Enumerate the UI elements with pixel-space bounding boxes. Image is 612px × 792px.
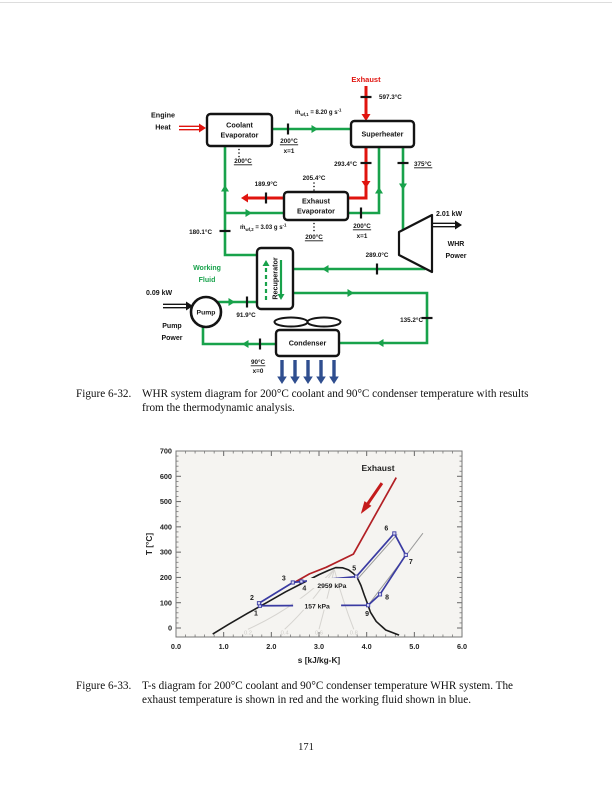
svg-text:Power: Power	[161, 335, 183, 342]
svg-text:ṁwf,1 = 8.20 g s-1: ṁ$_{wf,1}$ = 8.20 g $s^{-1}$	[295, 107, 342, 117]
svg-text:Power: Power	[445, 253, 467, 260]
svg-text:200°C: 200°C	[280, 138, 298, 145]
svg-text:5: 5	[352, 565, 357, 573]
svg-text:x=0: x=0	[252, 368, 264, 375]
state-point-7	[404, 553, 407, 556]
svg-text:180.1°C: 180.1°C	[189, 229, 212, 236]
svg-text:375°C: 375°C	[414, 161, 432, 168]
svg-text:Pump: Pump	[162, 323, 182, 330]
svg-text:289.0°C: 289.0°C	[365, 252, 389, 259]
svg-text:ṁwf,2 = 3.03 g s-1: ṁ$_{wf,2}$ = 3.03 g $s^{-1}$	[240, 222, 287, 232]
svg-text:0: 0	[167, 623, 172, 633]
state-point-6	[393, 532, 396, 535]
svg-text:7: 7	[408, 558, 413, 566]
figure-6-32-label: Figure 6-32.	[76, 388, 132, 400]
state-point-2	[257, 602, 260, 605]
svg-text:2959 kPa: 2959 kPa	[317, 583, 347, 591]
svg-text:s [kJ/kg-K]: s [kJ/kg-K]	[297, 655, 341, 665]
svg-text:0.8: 0.8	[349, 630, 358, 637]
svg-text:WHR: WHR	[447, 241, 465, 248]
svg-text:2.0: 2.0	[266, 642, 277, 651]
svg-text:2: 2	[249, 595, 254, 603]
svg-text:8: 8	[385, 594, 389, 602]
svg-text:0.2: 0.2	[243, 630, 253, 637]
svg-text:0.4: 0.4	[280, 630, 289, 637]
svg-text:205.4°C: 205.4°C	[302, 175, 326, 182]
svg-text:189.9°C: 189.9°C	[254, 181, 278, 188]
state-point-4	[300, 580, 303, 583]
svg-text:Coolant: Coolant	[226, 120, 253, 130]
svg-text:0.09 kW: 0.09 kW	[146, 290, 173, 297]
svg-text:400: 400	[159, 522, 172, 532]
svg-text:2.01 kW: 2.01 kW	[436, 211, 463, 218]
svg-text:3: 3	[281, 575, 286, 583]
figure-6-33-text: T-s diagram for 200°C coolant and 90°C condenser temperature WHR system. The exhaust temperature is shown in red and the working fluid shown in blue.	[142, 680, 514, 706]
svg-text:Condenser: Condenser	[288, 338, 327, 348]
svg-text:Heat: Heat	[155, 122, 171, 132]
svg-text:Exhaust: Exhaust	[361, 463, 395, 473]
svg-text:200°C: 200°C	[353, 223, 371, 230]
state-point-9	[367, 604, 370, 607]
svg-text:Evaporator: Evaporator	[297, 206, 335, 216]
svg-text:300: 300	[159, 547, 172, 557]
svg-text:Engine: Engine	[151, 110, 175, 120]
svg-text:6: 6	[384, 525, 389, 533]
fan-blade-icon	[308, 318, 341, 327]
svg-text:4: 4	[302, 585, 307, 593]
svg-text:500: 500	[159, 497, 172, 507]
svg-text:200°C: 200°C	[305, 234, 323, 241]
svg-text:3.0: 3.0	[313, 642, 325, 651]
svg-text:6.0: 6.0	[456, 642, 468, 651]
figure-6-33-caption	[76, 680, 552, 708]
svg-text:135.2°C: 135.2°C	[400, 317, 423, 324]
svg-text:90°C: 90°C	[250, 359, 266, 366]
svg-text:200°C: 200°C	[234, 158, 252, 165]
svg-text:5.0: 5.0	[409, 642, 420, 651]
svg-text:100: 100	[159, 598, 172, 608]
svg-text:4.0: 4.0	[361, 642, 372, 651]
figure-6-32-text: WHR system diagram for 200°C coolant and 90°C condenser temperature with results from the thermodynamic analysis.	[142, 388, 529, 414]
figure-6-33-label: Figure 6-33.	[76, 680, 132, 692]
svg-text:1.0: 1.0	[218, 642, 229, 651]
figure-6-32-caption	[76, 388, 552, 416]
svg-text:Evaporator: Evaporator	[220, 130, 259, 140]
whr-system-diagram	[138, 60, 482, 390]
state-point-3	[291, 581, 294, 584]
svg-text:T [°C]: T [°C]	[144, 532, 154, 556]
svg-text:600: 600	[159, 471, 172, 481]
state-point-5	[355, 575, 358, 578]
svg-text:x=1: x=1	[356, 233, 368, 240]
svg-text:Pump: Pump	[196, 309, 216, 317]
svg-text:0.0: 0.0	[170, 642, 182, 651]
page-top-rule	[0, 2, 612, 3]
exhaust-in-label: Exhaust	[351, 75, 381, 84]
ts-diagram-chart	[140, 445, 480, 673]
svg-text:700: 700	[159, 446, 172, 456]
svg-text:Superheater: Superheater	[361, 129, 404, 139]
svg-text:157 kPa: 157 kPa	[304, 603, 330, 611]
svg-text:Exhaust: Exhaust	[302, 196, 330, 206]
svg-text:0.6: 0.6	[314, 630, 324, 637]
svg-text:91.9°C: 91.9°C	[236, 312, 256, 319]
svg-text:9: 9	[365, 611, 370, 619]
svg-text:597.3°C: 597.3°C	[379, 94, 402, 101]
svg-text:Recuperator: Recuperator	[270, 257, 280, 300]
svg-text:Working: Working	[193, 265, 221, 272]
state-point-8	[378, 593, 381, 596]
page-number: 171	[298, 742, 314, 753]
fan-blade-icon	[275, 318, 308, 327]
svg-text:x=1: x=1	[283, 148, 295, 155]
svg-text:200: 200	[159, 573, 172, 583]
svg-text:293.4°C: 293.4°C	[334, 161, 357, 168]
svg-text:1: 1	[253, 610, 258, 618]
svg-text:Fluid: Fluid	[198, 277, 216, 284]
